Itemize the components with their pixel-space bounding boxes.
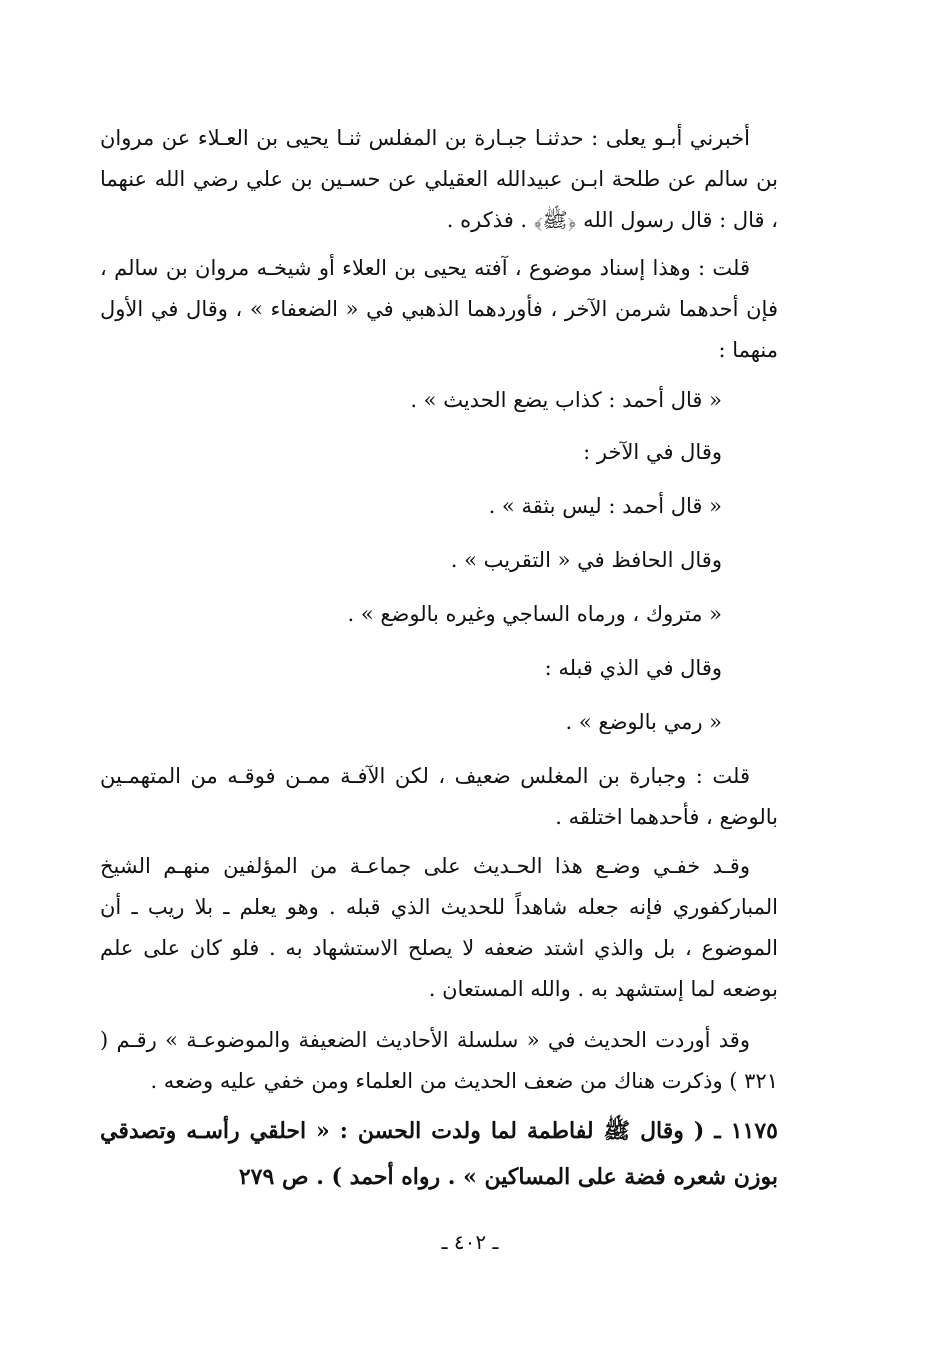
hadith-1175 bbox=[100, 1108, 778, 1200]
paragraph-text: وقد أوردت الحديث في « سلسلة الأحاديث الضعيفة والموضوعـة » رقـم ( ٣٢١ ) وذكرت هناك من ضعف الحديث من العلماء ومن خفي عليه وضعه . bbox=[100, 1028, 778, 1093]
paragraph-text: قلت : وجبارة بن المغلس ضعيف ، لكن الآفـة ممـن فوقـه من المتهمـين بالوضع ، فأحدهما اختلقه . bbox=[100, 764, 778, 829]
paragraph-isnad bbox=[100, 118, 778, 241]
quote-intro-previous: وقال في الذي قبله : bbox=[544, 656, 722, 680]
paragraph-commentary bbox=[100, 248, 778, 371]
quote-taqrib-intro: وقال الحافظ في « التقريب » . bbox=[450, 548, 722, 572]
quote-intro-other: وقال في الآخر : bbox=[583, 440, 722, 464]
quote-matruk: « متروك ، ورماه الساجي وغيره بالوضع » . bbox=[347, 602, 722, 626]
page-number: ـ ٤٠٢ ـ bbox=[441, 1230, 499, 1254]
paragraph-text: أخبرني أبـو يعلى : حدثنـا جبـارة بن المفلس ثنـا يحيى بن العـلاء عن مروان بن سالم عن طلحة ابـن عبيدالله العقيلي عن حسـين بن علي رضي الله عنهما ، قال : قال رسول الله ﴿ﷺ﴾ . فذكره . bbox=[100, 126, 778, 232]
paragraph-text: وقـد خفـي وضـع هذا الحـديث على جماعـة من المؤلفين منهـم الشيخ المباركفوري فإنه جعله شاهداً للحديث الذي قبله . وهو يعلم ـ بلا ريب ـ أن الموضوع ، بل والذي اشتد ضعفه لا يصلح الاستشهاد به . فلو كان على علم بوضعه لما إستشهد به . والله المستعان . bbox=[100, 854, 778, 1001]
paragraph-silsila bbox=[100, 1020, 778, 1102]
quote-rumiya: « رمي بالوضع » . bbox=[565, 710, 722, 734]
paragraph-mubarakfuri bbox=[100, 846, 778, 1010]
quote-ahmad-2: « قال أحمد : ليس بثقة » . bbox=[488, 494, 722, 518]
paragraph-jubara bbox=[100, 756, 778, 838]
quote-ahmad-1: « قال أحمد : كذاب يضع الحديث » . bbox=[410, 388, 722, 412]
hadith-text: ١١٧٥ ـ ( وقال ﷺ لفاطمة لما ولدت الحسن : « احلقي رأسـه وتصدقي بوزن شعره فضة على المساكين » . رواه أحمد ) . ص ٢٧٩ bbox=[100, 1118, 778, 1190]
paragraph-text: قلت : وهذا إسناد موضوع ، آفته يحيى بن العلاء أو شيخـه مروان بن سالم ، فإن أحدهما شرمن الآخر ، فأوردهما الذهبي في « الضعفاء » ، وقال في الأول منهما : bbox=[100, 256, 778, 362]
